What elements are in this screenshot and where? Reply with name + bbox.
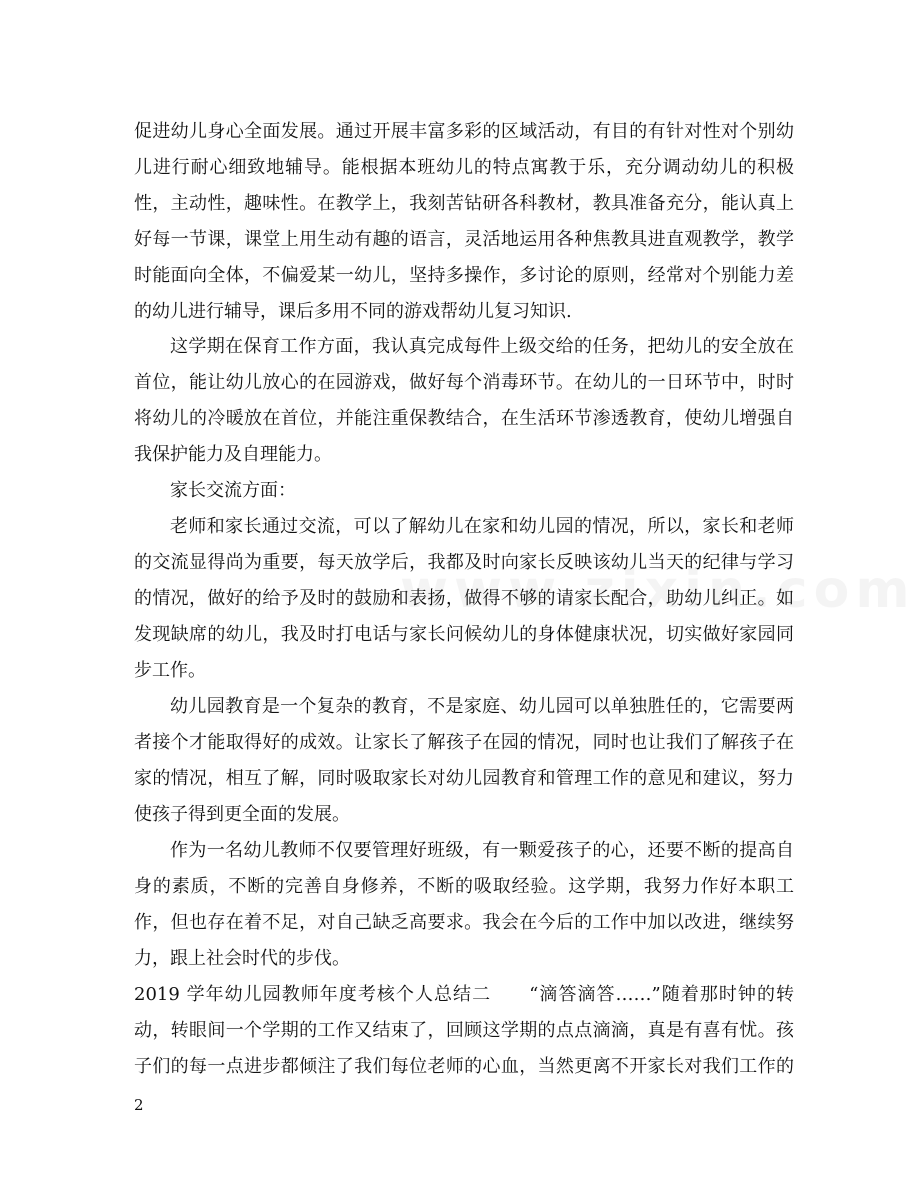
- paragraph-line: 老师和家长通过交流，可以了解幼儿在家和幼儿园的情况，所以，家长和老师: [170, 516, 794, 537]
- paragraph-line: 者接个才能取得好的成效。让家长了解孩子在园的情况，同时也让我们了解孩子在: [134, 732, 794, 753]
- paragraph-line: 的情况，做好的给予及时的鼓励和表扬，做得不够的请家长配合，助幼儿纠正。如: [134, 588, 794, 609]
- paragraph-line: 身的素质，不断的完善自身修养，不断的吸取经验。这学期，我努力作好本职工: [134, 876, 794, 897]
- paragraph-line: 的幼儿进行辅导，课后多用不同的游戏帮幼儿复习知识.: [134, 301, 572, 322]
- paragraph-line: 力，跟上社会时代的步伐。: [134, 948, 350, 969]
- paragraph-line: 2019 学年幼儿园教师年度考核个人总结二 “滴答滴答……”随着那时钟的转: [134, 984, 794, 1005]
- paragraph-line: 这学期在保育工作方面，我认真完成每件上级交给的任务，把幼儿的安全放在: [170, 336, 794, 357]
- paragraph-line: 作为一名幼儿教师不仅要管理好班级，有一颗爱孩子的心，还要不断的提高自: [170, 840, 794, 861]
- paragraph-line: 将幼儿的冷暖放在首位，并能注重保教结合，在生活环节渗透教育，使幼儿增强自: [134, 408, 794, 429]
- paragraph-line: 性，主动性，趣味性。在教学上，我刻苦钻研各科教材，教具准备充分，能认真上: [134, 193, 794, 214]
- paragraph-line: 好每一节课，课堂上用生动有趣的语言，灵活地运用各种焦教具进直观教学，教学: [134, 229, 794, 250]
- paragraph-line: 发现缺席的幼儿，我及时打电话与家长问候幼儿的身体健康状况，切实做好家园同: [134, 624, 794, 645]
- paragraph-line: 家的情况，相互了解，同时吸取家长对幼儿园教育和管理工作的意见和建议，努力: [134, 768, 794, 789]
- paragraph-line: 的交流显得尚为重要，每天放学后，我都及时向家长反映该幼儿当天的纪律与学习: [134, 552, 794, 573]
- paragraph-line: 儿进行耐心细致地辅导。能根据本班幼儿的特点寓教于乐，充分调动幼儿的积极: [134, 157, 794, 178]
- page-number: 2: [134, 1096, 144, 1114]
- paragraph-line: 我保护能力及自理能力。: [134, 444, 332, 465]
- paragraph-line: 动，转眼间一个学期的工作又结束了，回顾这学期的点点滴滴，真是有喜有忧。孩: [134, 1020, 794, 1041]
- paragraph-line: 幼儿园教育是一个复杂的教育，不是家庭、幼儿园可以单独胜任的，它需要两: [170, 696, 794, 717]
- paragraph-line: 首位，能让幼儿放心的在园游戏，做好每个消毒环节。在幼儿的一日环节中，时时: [134, 372, 794, 393]
- paragraph-line: 作，但也存在着不足，对自己缺乏高要求。我会在今后的工作中加以改进，继续努: [134, 912, 794, 933]
- paragraph-line: 时能面向全体，不偏爱某一幼儿，坚持多操作，多讨论的原则，经常对个别能力差: [134, 265, 794, 286]
- paragraph-line: 子们的每一点进步都倾注了我们每位老师的心血，当然更离不开家长对我们工作的: [134, 1056, 794, 1077]
- section-heading: 家长交流方面：: [170, 480, 296, 501]
- paragraph-line: 步工作。: [134, 660, 206, 681]
- paragraph-line: 使孩子得到更全面的发展。: [134, 804, 350, 825]
- paragraph-line: 促进幼儿身心全面发展。通过开展丰富多彩的区域活动，有目的有针对性对个别幼: [134, 121, 794, 142]
